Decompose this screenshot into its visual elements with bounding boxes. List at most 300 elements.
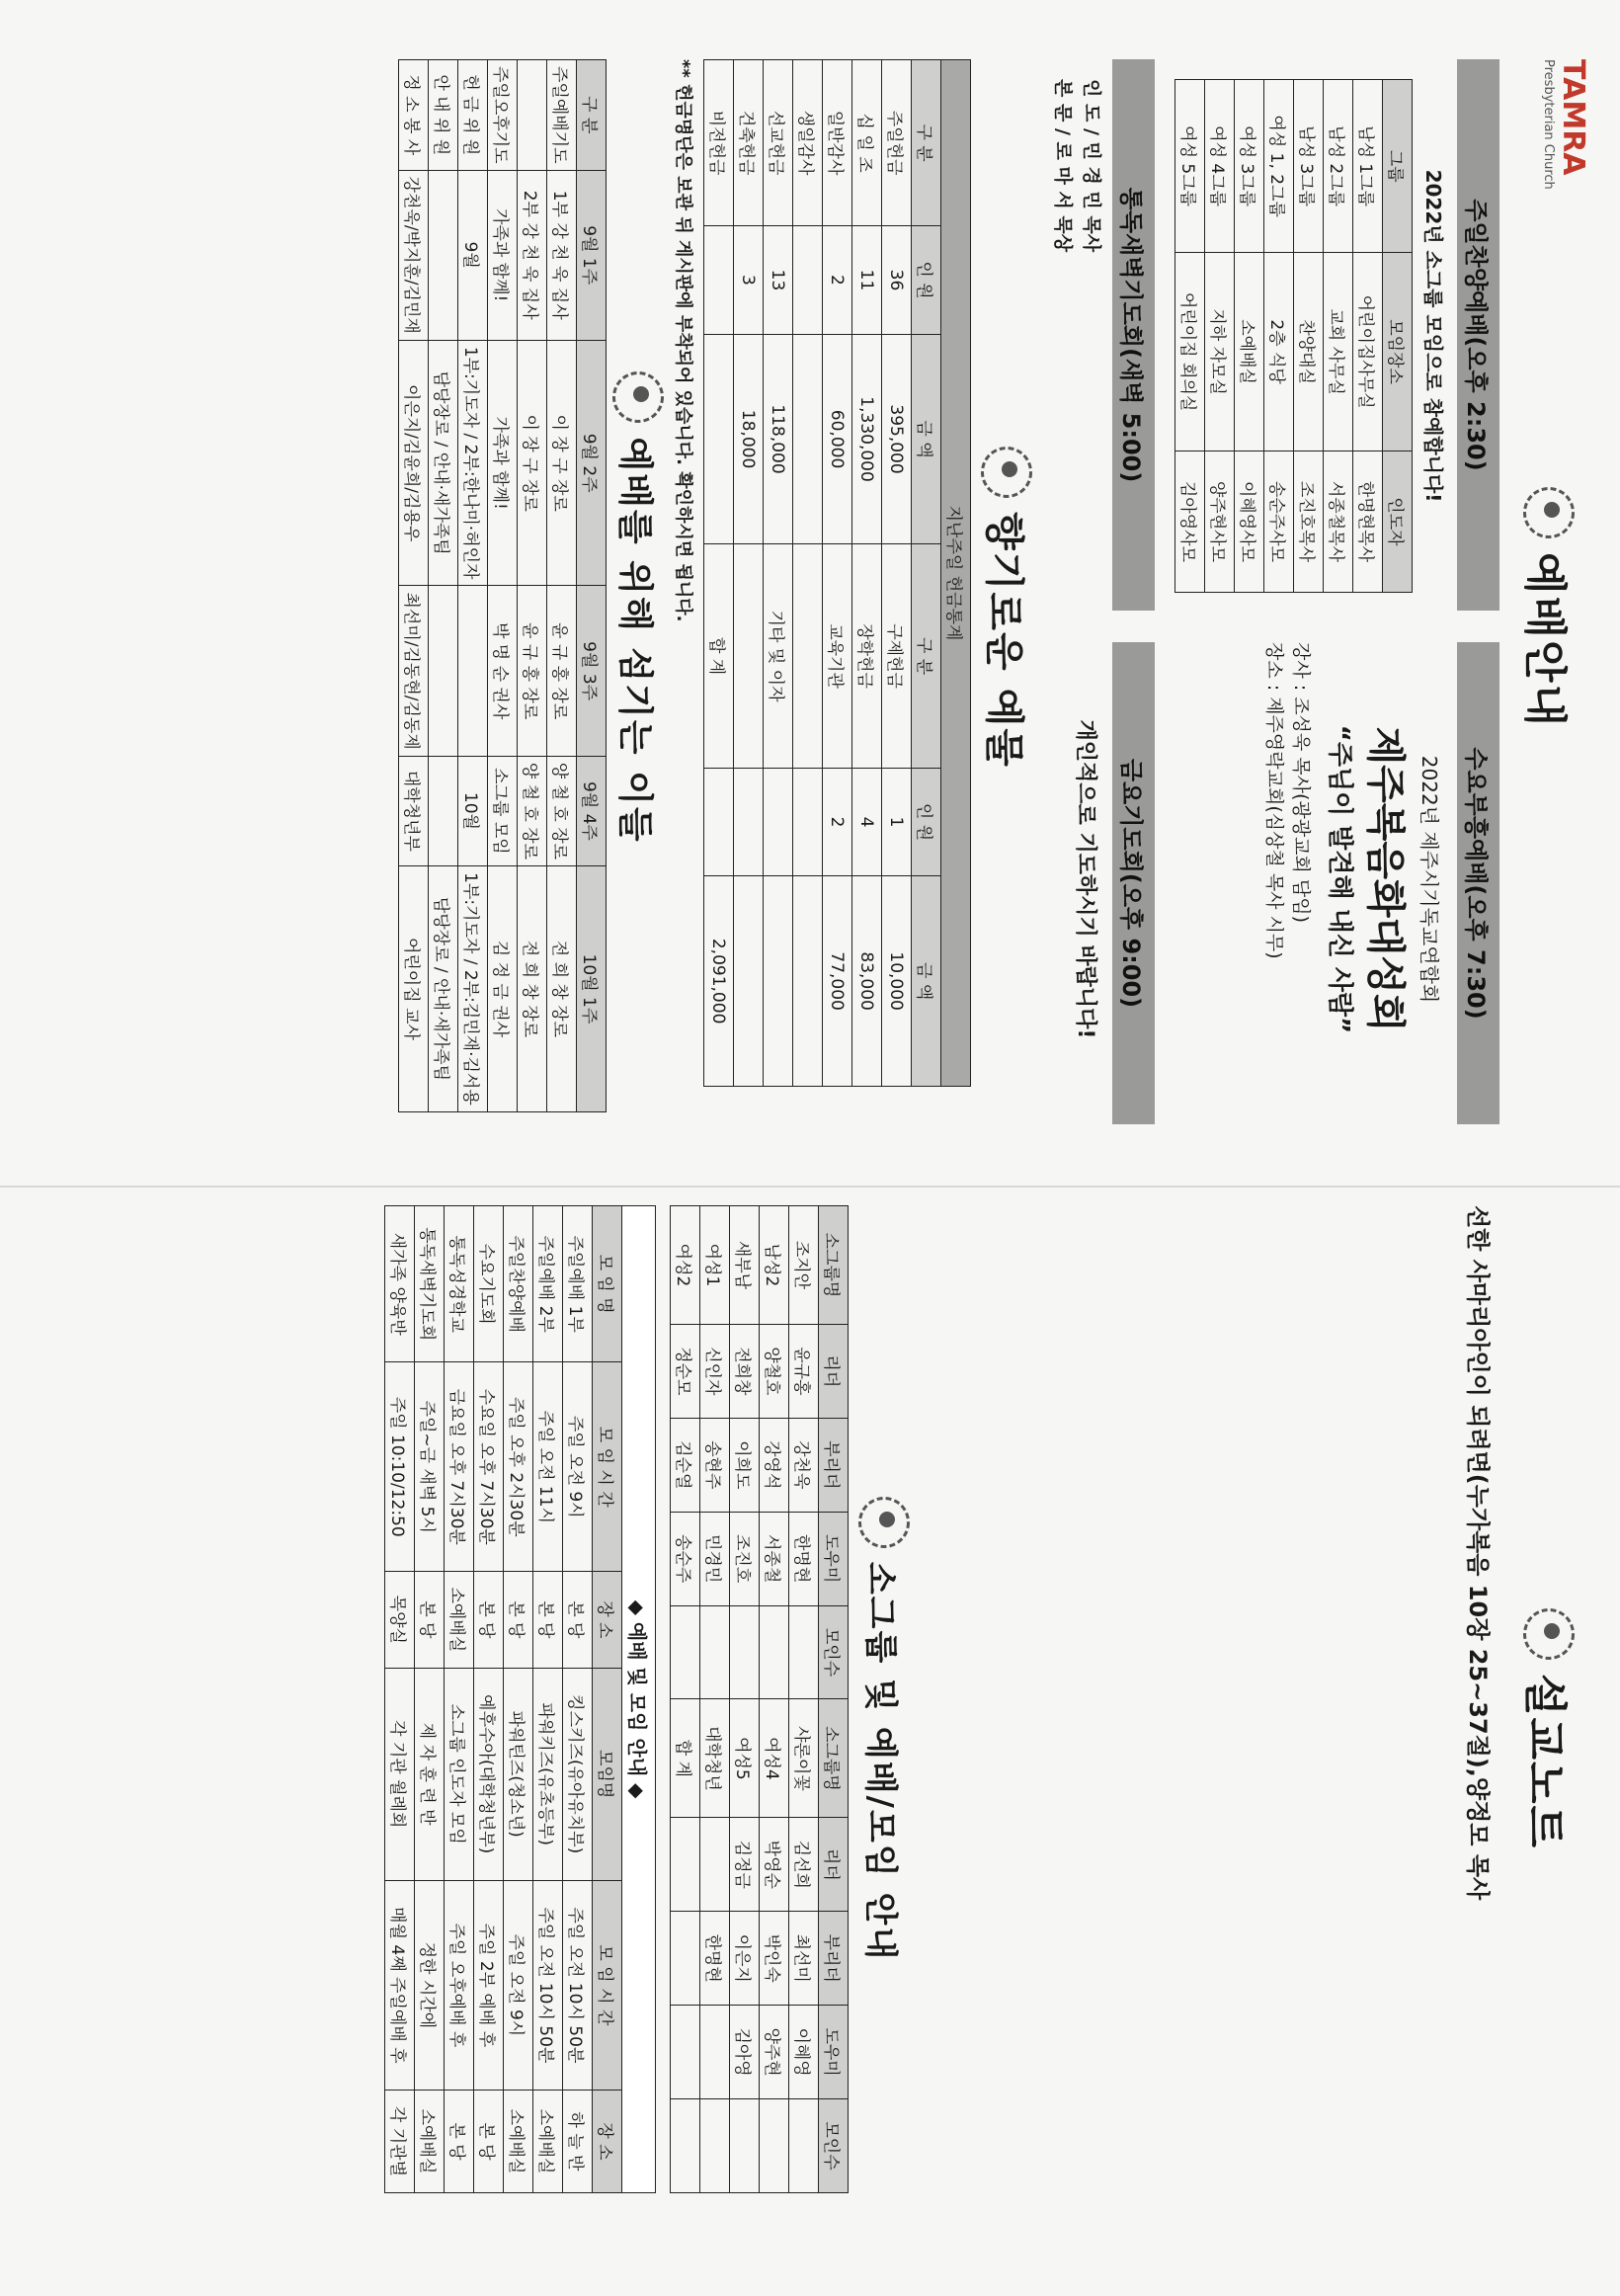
servers-cell: 이은지/김윤희/김용우	[399, 340, 429, 586]
offering-cell: 11	[852, 226, 882, 335]
servers-cell: 9월	[458, 170, 488, 340]
servers-cell: 2부 강 천 욱 집사	[518, 170, 547, 340]
offering-cell: 생일감사	[793, 60, 823, 226]
meetings-cell: 파워틴즈(청소년)	[504, 1668, 533, 1880]
meetings-cell: 주일예배 2부	[533, 1206, 563, 1362]
meetings-cell: 주일예배 1부	[563, 1206, 593, 1362]
sun-icon	[1523, 1608, 1575, 1660]
meetings-cell: 각 기관별	[385, 2090, 415, 2192]
servers-cell: 1부:기도자 / 2부:김민재·김서용	[458, 866, 488, 1112]
smallgroup-cell: 이은지	[730, 1912, 760, 2006]
sunday-banner: 2022년 소그룹 모임으로 참예합니다!	[1421, 169, 1445, 503]
offering-cell	[793, 226, 823, 335]
offering-cell	[764, 876, 793, 1087]
offering-cell: 2,091,000	[704, 876, 734, 1087]
servers-cell: 소그룹 모임	[488, 756, 518, 865]
offering-cell: 77,000	[823, 876, 852, 1087]
servers-cell: 윤 규 홍 장로	[547, 586, 577, 756]
meetings-cell: 주일 10:10/12:50	[385, 1362, 415, 1572]
smallgroup-cell	[671, 2099, 700, 2193]
meetings-cell: 주일 오전 9시	[504, 1880, 533, 2090]
sermon-notes-space	[910, 1205, 1463, 2253]
smallgroup-cell: 민경민	[700, 1512, 730, 1605]
friday-prayer	[1051, 642, 1155, 1116]
smallgroup-table	[670, 1205, 849, 2193]
offering-title	[979, 59, 1035, 1156]
offering-header: 금 액	[912, 334, 941, 544]
servers-header: 9월 1주	[577, 170, 607, 340]
offering-cell	[734, 544, 764, 768]
smallgroup-cell: 송현주	[700, 1418, 730, 1512]
smallgroup-place-row	[1235, 80, 1264, 593]
meetings-cell: 소그룹 인도자 모임	[445, 1668, 474, 1880]
servers-cell: 양 철 호 장로	[518, 756, 547, 865]
offering-row	[734, 60, 764, 1087]
meetings-cell: 매월 4째 주일예배 후	[385, 1880, 415, 2090]
offering-cell	[764, 768, 793, 876]
smallgroup-place-cell: 어린이집사무실	[1353, 253, 1383, 451]
smallgroup-place-cell: 남성 2그룹	[1324, 80, 1353, 253]
meetings-header: 장 소	[593, 1572, 622, 1668]
servers-cell: 헌 금 위 원	[458, 60, 488, 171]
offering-cell: 18,000	[734, 334, 764, 544]
event-speaker: 강사 : 조성욱 목사(광광교회 담임)	[1290, 642, 1312, 923]
offering-cell	[793, 544, 823, 768]
meetings-cell: 본 당	[533, 1572, 563, 1668]
meetings-row	[415, 1206, 445, 2193]
offering-cell: 83,000	[852, 876, 882, 1087]
meetings-cell: 예후수아(대학청년부)	[474, 1668, 504, 1880]
meetings-cell: 주일 오전 10시 50분	[563, 1880, 593, 2090]
smallgroup-cell: 신인자	[700, 1324, 730, 1418]
smallgroup-place-row	[1294, 80, 1324, 593]
servers-cell: 전 희 창 장로	[518, 866, 547, 1112]
smallgroup-place-cell: 여성 4그룹	[1205, 80, 1235, 253]
sun-icon	[1523, 487, 1575, 538]
smallgroup-cell: 김순열	[671, 1418, 700, 1512]
offering-cell: 1	[882, 768, 912, 876]
meetings-cell: 본 당	[504, 1572, 533, 1668]
offering-row	[882, 60, 912, 1087]
smallgroup-place-row	[1324, 80, 1353, 593]
smallgroup-cell: 여성1	[700, 1206, 730, 1325]
smallgroup-header: 도우미	[819, 1512, 849, 1605]
offering-cell: 교육기관	[823, 544, 852, 768]
servers-cell: 정 소 봉 사	[399, 60, 429, 171]
church-logo	[1541, 59, 1590, 190]
offering-cell	[734, 876, 764, 1087]
smallgroup-cell: 샤론이꽃	[789, 1699, 819, 1818]
servers-cell: 1부:기도자 / 2부:한나미·허인자	[458, 340, 488, 586]
servers-cell: 안 내 위 원	[429, 60, 458, 171]
smallgroup-cell: 새부남	[730, 1206, 760, 1325]
smallgroup-cell	[730, 2099, 760, 2193]
logo-subtitle: Presbyterian Church	[1541, 59, 1556, 190]
prayer-row	[1051, 59, 1155, 1156]
offering-cell: 3	[734, 226, 764, 335]
wednesday-service	[1174, 642, 1499, 1116]
smallgroup-place-table	[1174, 79, 1413, 593]
sermon-title-text: 설교노트	[1519, 1673, 1570, 1849]
servers-cell: 이 장 구 장로	[547, 340, 577, 586]
dawn-prayer	[1051, 59, 1155, 613]
friday-text: 개인적으로 기도하시기 바랍니다!	[1073, 719, 1097, 1039]
servers-cell: 주일예배기도	[547, 60, 577, 171]
event-venue: 장소 : 제주영락교회(심상철 목사 시무)	[1263, 642, 1285, 959]
meetings-row	[533, 1206, 563, 2193]
dawn-label: 통독새벽기도회(새벽 5:00)	[1112, 59, 1155, 611]
meetings-header: 모 임 시 간	[593, 1362, 622, 1572]
meetings-cell: 주일 오후 2시30분	[504, 1362, 533, 1572]
meetings-cell: 본 당	[445, 2090, 474, 2192]
servers-cell	[429, 756, 458, 865]
smallgroup-row	[730, 1206, 760, 2193]
smallgroup-cell	[671, 1912, 700, 2006]
offering-cell	[704, 226, 734, 335]
meetings-cell: 소예배실	[445, 1572, 474, 1668]
smallgroup-cell: 여성4	[760, 1699, 789, 1818]
offering-cell: 13	[764, 226, 793, 335]
offering-note: ** 헌금명단은 보관 뒤 게시판에 부착되어 있습니다. 확인하시면 됩니다.	[673, 59, 693, 622]
col-place: 모임장소	[1383, 253, 1413, 451]
offering-cell: 36	[882, 226, 912, 335]
smallgroup-cell: 박인숙	[760, 1912, 789, 2006]
smallgroup-title-text: 소그룹 및 예배/모임 안내	[860, 1561, 901, 1962]
servers-cell	[429, 170, 458, 340]
smallgroup-place-row	[1264, 80, 1294, 593]
fold-line	[0, 1186, 1620, 1188]
servers-header: 10월 1주	[577, 866, 607, 1112]
smallgroup-place-cell: 여성 1, 2그룹	[1264, 80, 1294, 253]
servers-title	[612, 59, 664, 1156]
meetings-cell: 소예배실	[533, 2090, 563, 2192]
offering-cell: 60,000	[823, 334, 852, 544]
sermon-title	[1517, 1205, 1580, 2253]
offering-table	[703, 59, 971, 1087]
servers-cell: 최선미/김동현/김동제	[399, 586, 429, 756]
offering-header: 인 원	[912, 226, 941, 335]
event-theme: “주님이 발견해 내신 사람”	[1325, 724, 1354, 1034]
servers-cell: 담당장로 / 안내·새가족팀	[429, 340, 458, 586]
smallgroup-header: 리더	[819, 1324, 849, 1418]
meetings-cell: 소예배실	[504, 2090, 533, 2192]
servers-cell	[458, 586, 488, 756]
servers-row	[547, 60, 577, 1112]
sermon-text: 선한 사마리아인이 되려면(누가복음 10장 25~37절),양정모 목사	[1464, 1205, 1492, 1901]
offering-title-text: 향기로운 예물	[981, 512, 1026, 769]
servers-cell: 박 명 순 권사	[488, 586, 518, 756]
meetings-cell: 새가족 양육반	[385, 1206, 415, 1362]
friday-label: 금요기도회(오후 9:00)	[1112, 642, 1155, 1124]
servers-cell: 양 철 호 장로	[547, 756, 577, 865]
smallgroup-place-row	[1353, 80, 1383, 593]
smallgroup-place-cell: 남성 1그룹	[1353, 80, 1383, 253]
smallgroup-title	[858, 1205, 910, 2253]
smallgroup-cell	[700, 2099, 730, 2193]
event-org: 2022년 제주시기독교연합회	[1418, 755, 1441, 1004]
event-title: 제주복음화대성회	[1362, 726, 1408, 1032]
offering-cell: 4	[852, 768, 882, 876]
meetings-cell: 파워키즈(유초등부)	[533, 1668, 563, 1880]
servers-row	[488, 60, 518, 1112]
left-panel	[20, 59, 1590, 1156]
smallgroup-cell: 양주현	[760, 2006, 789, 2099]
smallgroup-cell: 윤규홍	[789, 1324, 819, 1418]
smallgroup-place-row	[1205, 80, 1235, 593]
offering-row	[852, 60, 882, 1087]
smallgroup-cell: 정순모	[671, 1324, 700, 1418]
smallgroup-row	[789, 1206, 819, 2193]
smallgroup-place-cell: 여성 3그룹	[1235, 80, 1264, 253]
meetings-cell: 하 늘 반	[563, 2090, 593, 2192]
smallgroup-cell: 전희창	[730, 1324, 760, 1418]
smallgroup-cell: 한명현	[700, 1912, 730, 2006]
worship-guide-title-text: 예배안내	[1519, 551, 1570, 728]
offering-cell	[793, 768, 823, 876]
meetings-header: 모 임 시 간	[593, 1880, 622, 2090]
servers-cell: 1부 강 천 욱 집사	[547, 170, 577, 340]
servers-header: 구 분	[577, 60, 607, 171]
smallgroup-header: 부리더	[819, 1912, 849, 2006]
smallgroup-cell	[760, 2099, 789, 2193]
smallgroup-cell: 양철호	[760, 1324, 789, 1418]
smallgroup-header: 도우미	[819, 2006, 849, 2099]
meetings-cell: 제 자 훈 련 반	[415, 1668, 445, 1880]
offering-cell: 395,000	[882, 334, 912, 544]
smallgroup-cell: 김아영	[730, 2006, 760, 2099]
right-panel	[20, 1205, 1580, 2253]
smallgroup-cell: 송순주	[671, 1512, 700, 1605]
meetings-cell: 통독성경학교	[445, 1206, 474, 1362]
meetings-header: 모임명	[593, 1668, 622, 1880]
servers-header: 9월 4주	[577, 756, 607, 865]
offering-cell: 비전헌금	[704, 60, 734, 226]
offering-cell: 일반감사	[823, 60, 852, 226]
offering-header: 구 분	[912, 544, 941, 768]
smallgroup-place-cell: 교회 사무실	[1324, 253, 1353, 451]
smallgroup-place-row	[1175, 80, 1205, 593]
smallgroup-cell: 박영순	[760, 1818, 789, 1912]
smallgroup-cell: 서종철	[760, 1512, 789, 1605]
offering-row	[764, 60, 793, 1087]
smallgroup-row	[700, 1206, 730, 2193]
servers-cell: 주일오후기도	[488, 60, 518, 171]
smallgroup-row	[760, 1206, 789, 2193]
offering-cell: 2	[823, 226, 852, 335]
smallgroup-cell: 합 계	[671, 1699, 700, 1818]
offering-cell: 118,000	[764, 334, 793, 544]
smallgroup-cell: 강천욱	[789, 1418, 819, 1512]
servers-row	[399, 60, 429, 1112]
smallgroup-cell	[700, 1818, 730, 1912]
smallgroup-cell	[700, 2006, 730, 2099]
smallgroup-cell: 이희도	[730, 1418, 760, 1512]
offering-row	[793, 60, 823, 1087]
meetings-cell: 정한 시간에	[415, 1880, 445, 2090]
dawn-leader: 인 도 / 민 경 민 목사	[1081, 79, 1102, 253]
smallgroup-header: 소그룹명	[819, 1699, 849, 1818]
smallgroup-header: 모인수	[819, 1605, 849, 1699]
meetings-cell: 각 기관 월례회	[385, 1668, 415, 1880]
meetings-cell: 주일~금 새벽 5시	[415, 1362, 445, 1572]
servers-row	[518, 60, 547, 1112]
servers-cell	[518, 60, 547, 171]
smallgroup-place-cell: 조진호목사	[1294, 451, 1324, 592]
smallgroup-cell: 이혜영	[789, 2006, 819, 2099]
servers-cell: 강천욱/박지훈/김민재	[399, 170, 429, 340]
col-group: 그룹	[1383, 80, 1413, 253]
meetings-cell: 주일 오후예배 후	[445, 1880, 474, 2090]
smallgroup-cell: 조지안	[789, 1206, 819, 1325]
servers-cell: 가족과 함께!	[488, 170, 518, 340]
smallgroup-cell: 김정금	[730, 1818, 760, 1912]
offering-cell: 건축헌금	[734, 60, 764, 226]
servers-cell: 가족과 함께!	[488, 340, 518, 586]
smallgroup-row	[671, 1206, 700, 2193]
meetings-cell: 목양실	[385, 1572, 415, 1668]
smallgroup-place-cell: 이혜영사모	[1235, 451, 1264, 592]
meetings-row	[445, 1206, 474, 2193]
meetings-cell: 주일 오전 9시	[563, 1362, 593, 1572]
offering-cell: 구제헌금	[882, 544, 912, 768]
servers-cell: 어린이집 교사	[399, 866, 429, 1112]
smallgroup-place-cell: 김아영사모	[1175, 451, 1205, 592]
servers-cell: 윤 규 홍 장로	[518, 586, 547, 756]
smallgroup-place-cell: 여성 5그룹	[1175, 80, 1205, 253]
meetings-row	[474, 1206, 504, 2193]
offering-cell	[793, 876, 823, 1087]
meetings-cell: 주일찬양예배	[504, 1206, 533, 1362]
worship-row	[1174, 59, 1499, 1156]
offering-cell	[734, 768, 764, 876]
meetings-table	[384, 1205, 656, 2193]
smallgroup-cell: 여성5	[730, 1699, 760, 1818]
meetings-cell: 소예배실	[415, 2090, 445, 2192]
col-leader: 인도자	[1383, 451, 1413, 592]
smallgroup-header: 리더	[819, 1818, 849, 1912]
smallgroup-place-cell: 찬양대실	[1294, 253, 1324, 451]
meetings-header: 장 소	[593, 2090, 622, 2192]
meetings-header: 모 임 명	[593, 1206, 622, 1362]
smallgroup-cell	[760, 1605, 789, 1699]
smallgroup-cell: 최선미	[789, 1912, 819, 2006]
meetings-cell: 본 당	[415, 1572, 445, 1668]
offering-row	[823, 60, 852, 1087]
meetings-cell: 주일 2부 예배 후	[474, 1880, 504, 2090]
sunday-label: 주일찬양예배(오후 2:30)	[1457, 59, 1499, 611]
servers-cell: 이 장 구 장로	[518, 340, 547, 586]
smallgroup-cell: 강영석	[760, 1418, 789, 1512]
offering-cell: 1,330,000	[852, 334, 882, 544]
logo-text: TAMRA	[1556, 59, 1590, 176]
smallgroup-header: 소그룹명	[819, 1206, 849, 1325]
offering-cell: 2	[823, 768, 852, 876]
offering-table-title: 지난주일 헌금통계	[941, 60, 971, 1087]
servers-cell: 김 정 금 권사	[488, 866, 518, 1112]
servers-row	[458, 60, 488, 1112]
meetings-cell: 금요일 오후 7시30분	[445, 1362, 474, 1572]
meetings-cell: 본 당	[563, 1572, 593, 1668]
sunday-service	[1174, 59, 1499, 613]
sun-icon	[982, 447, 1033, 498]
smallgroup-cell	[730, 1605, 760, 1699]
servers-cell: 10월	[458, 756, 488, 865]
servers-cell: 담당장로 / 안내·새가족팀	[429, 866, 458, 1112]
smallgroup-cell: 대학청년	[700, 1699, 730, 1818]
servers-title-text: 예배를 위해 섬기는 이들	[614, 437, 656, 844]
meetings-cell: 통독새벽기도회	[415, 1206, 445, 1362]
smallgroup-cell	[671, 2006, 700, 2099]
servers-table	[398, 59, 607, 1112]
sun-icon	[612, 371, 664, 423]
smallgroup-cell: 남성2	[760, 1206, 789, 1325]
servers-cell: 전 희 창 장로	[547, 866, 577, 1112]
offering-cell	[793, 334, 823, 544]
meetings-cell: 주일 오전 11시	[533, 1362, 563, 1572]
smallgroup-header: 모인수	[819, 2099, 849, 2193]
smallgroup-cell	[700, 1605, 730, 1699]
offering-cell: 십 일 조	[852, 60, 882, 226]
dawn-text: 본 문 / 로 마 서 묵상	[1052, 79, 1074, 253]
meetings-cell: 수요일 오후 7시30분	[474, 1362, 504, 1572]
smallgroup-place-cell: 한명현목사	[1353, 451, 1383, 592]
smallgroup-cell: 조진호	[730, 1512, 760, 1605]
meetings-cell: 본 당	[474, 1572, 504, 1668]
smallgroup-place-cell: 송순주사모	[1264, 451, 1294, 592]
smallgroup-header: 부리더	[819, 1418, 849, 1512]
sun-icon	[858, 1497, 910, 1548]
smallgroup-place-cell: 어린이집 회의실	[1175, 253, 1205, 451]
smallgroup-place-cell: 소예배실	[1235, 253, 1264, 451]
offering-header: 인 원	[912, 768, 941, 876]
smallgroup-place-cell: 양주현사모	[1205, 451, 1235, 592]
offering-cell	[704, 334, 734, 544]
smallgroup-cell: 여성2	[671, 1206, 700, 1325]
meetings-cell: 킹스키즈(유아유치부)	[563, 1668, 593, 1880]
offering-cell: 장학헌금	[852, 544, 882, 768]
meetings-cell: 주일 오전 10시 50분	[533, 1880, 563, 2090]
smallgroup-place-cell: 2층 식당	[1264, 253, 1294, 451]
servers-header: 9월 3주	[577, 586, 607, 756]
offering-cell: 10,000	[882, 876, 912, 1087]
servers-header: 9월 2주	[577, 340, 607, 586]
meetings-cell: 수요기도회	[474, 1206, 504, 1362]
meetings-title: ◆ 예배 및 모임 안내 ◆	[622, 1206, 656, 2193]
smallgroup-cell	[671, 1818, 700, 1912]
offering-header: 구 분	[912, 60, 941, 226]
smallgroup-cell: 김선희	[789, 1818, 819, 1912]
offering-row	[704, 60, 734, 1087]
servers-row	[429, 60, 458, 1112]
smallgroup-place-cell: 지하 자모실	[1205, 253, 1235, 451]
meetings-row	[563, 1206, 593, 2193]
smallgroup-place-cell: 서종철목사	[1324, 451, 1353, 592]
servers-cell: 대학청년부	[399, 756, 429, 865]
smallgroup-cell	[671, 1605, 700, 1699]
offering-cell	[704, 768, 734, 876]
smallgroup-cell	[789, 2099, 819, 2193]
wednesday-label: 수요부흥예배(오후 7:30)	[1457, 642, 1499, 1124]
worship-guide-title	[1517, 59, 1580, 1156]
offering-cell: 선교헌금	[764, 60, 793, 226]
offering-cell: 합 계	[704, 544, 734, 768]
smallgroup-place-cell: 남성 3그룹	[1294, 80, 1324, 253]
offering-cell: 주일헌금	[882, 60, 912, 226]
smallgroup-cell: 한명현	[789, 1512, 819, 1605]
servers-cell	[429, 586, 458, 756]
smallgroup-cell	[789, 1605, 819, 1699]
offering-cell: 기타 및 이자	[764, 544, 793, 768]
